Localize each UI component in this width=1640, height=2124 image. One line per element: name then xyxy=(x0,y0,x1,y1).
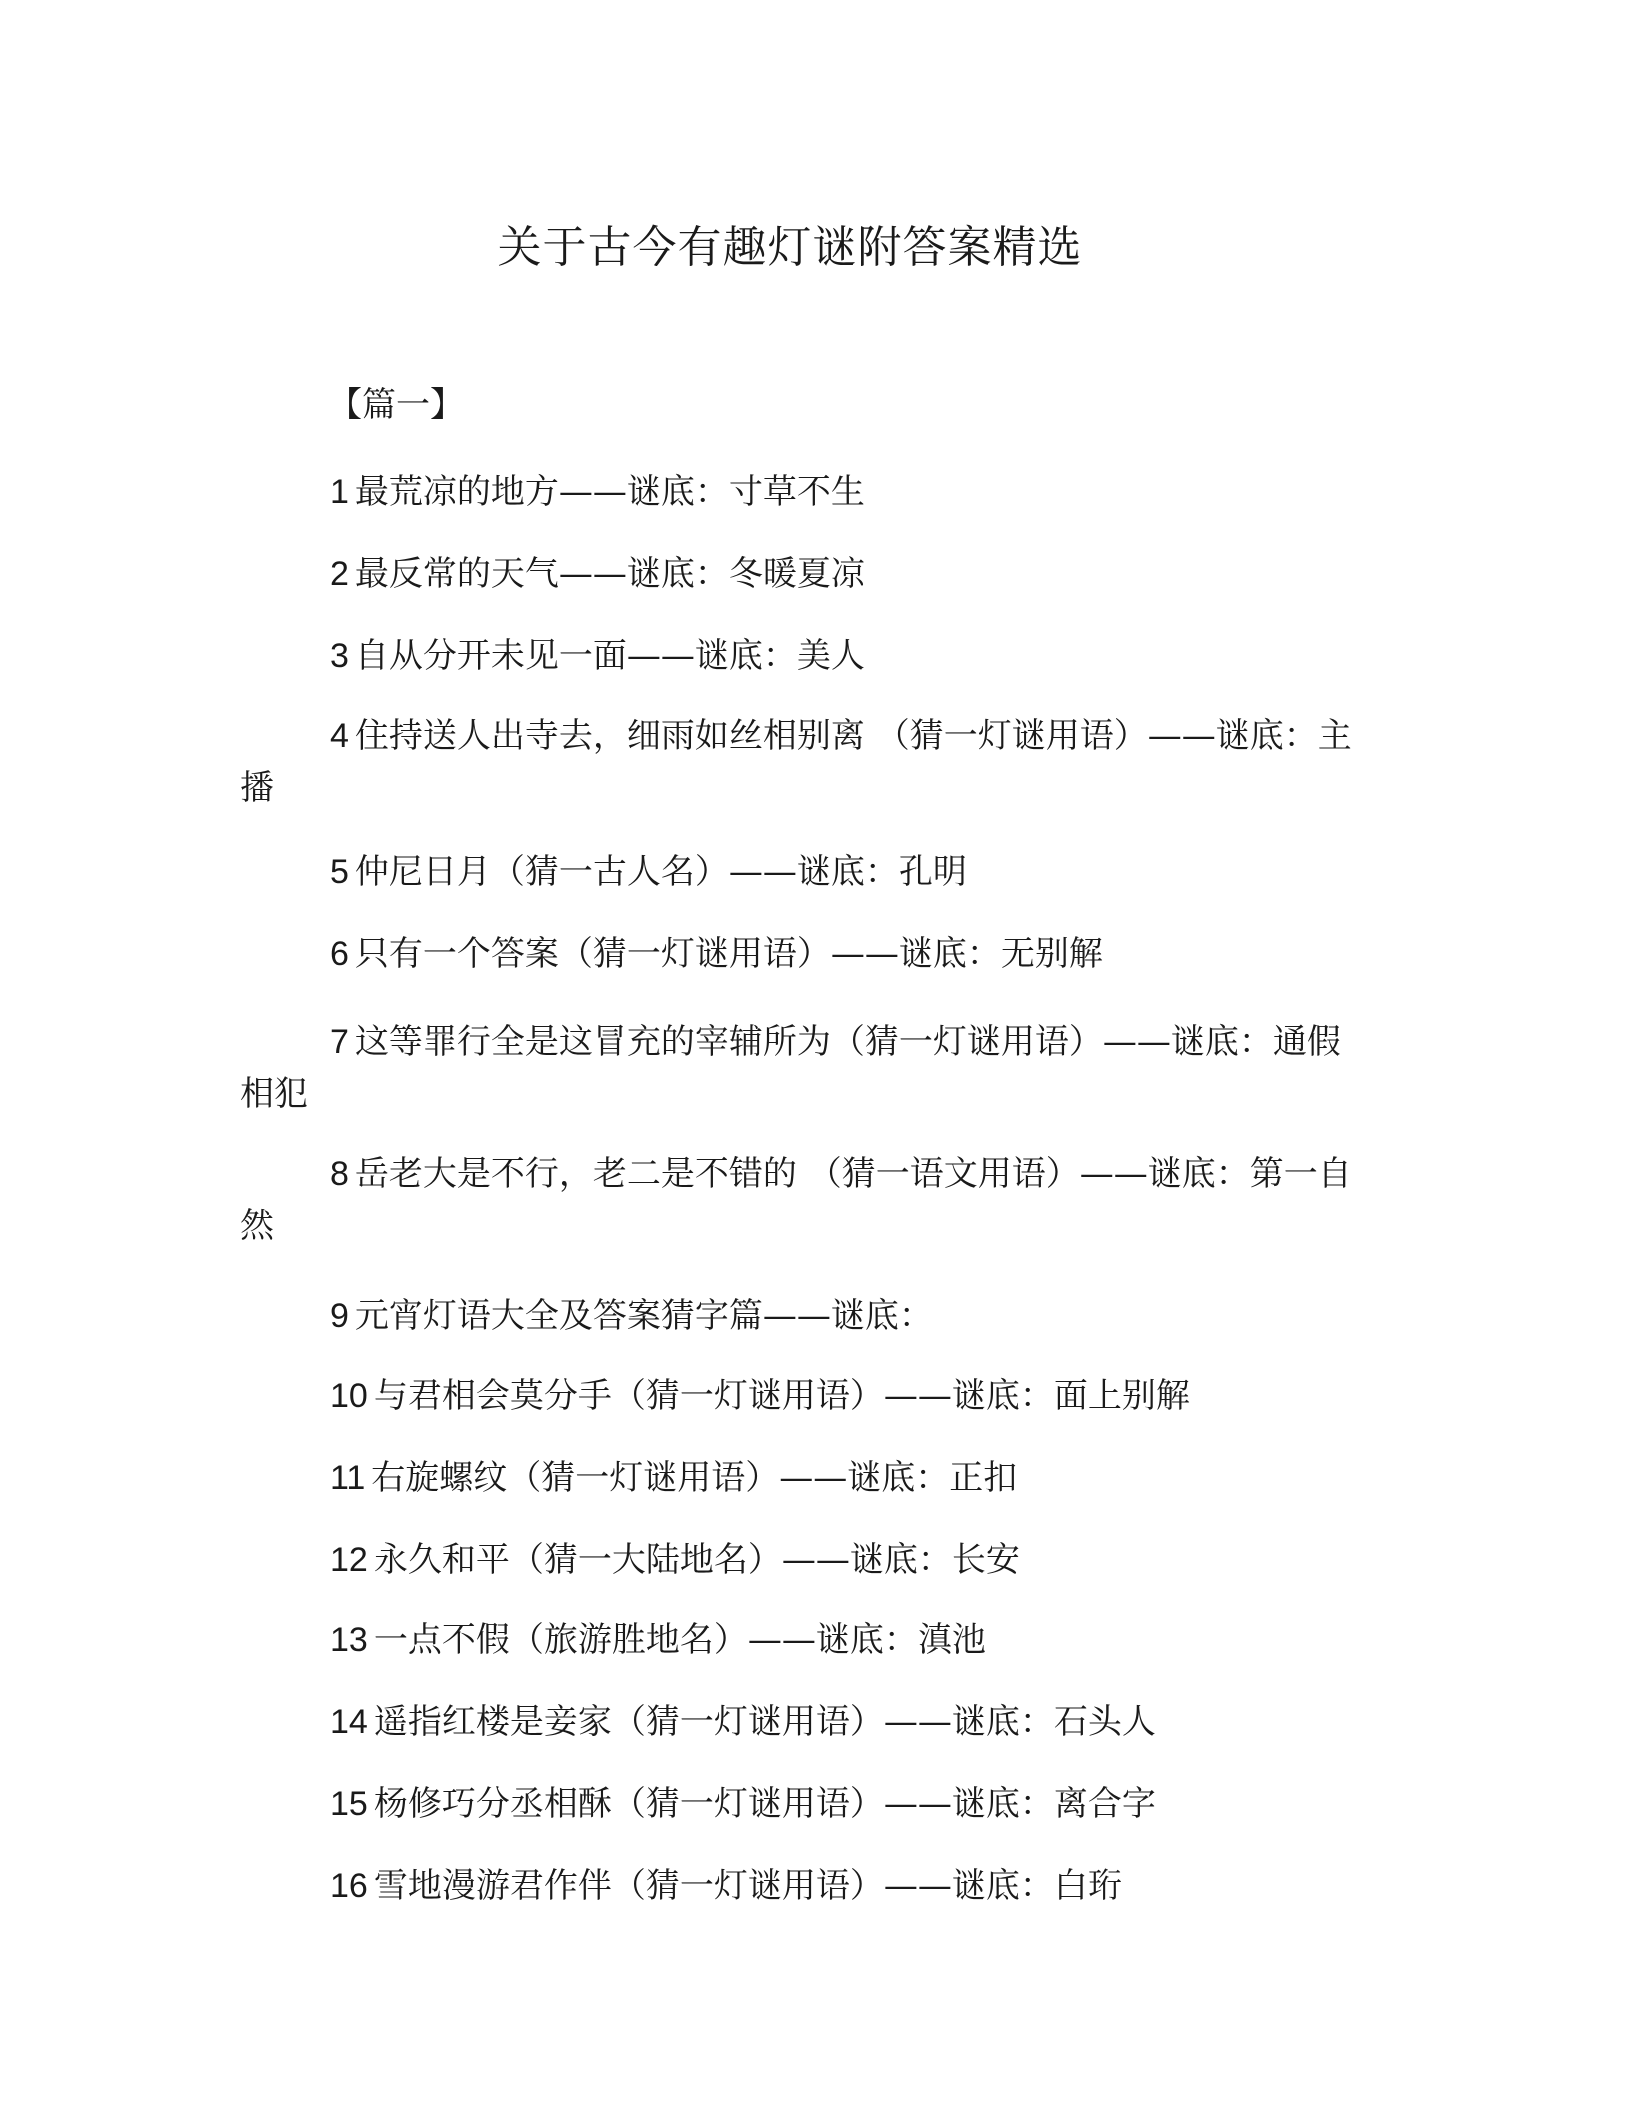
riddle-text: 这等罪行全是这冒充的宰辅所为（猜一灯谜用语）——谜底：通假相犯 xyxy=(240,1022,1341,1114)
riddle-item xyxy=(240,1534,1360,1586)
riddle-text: 一点不假（旅游胜地名）——谜底：滇池 xyxy=(373,1620,986,1660)
page-title: 关于古今有趣灯谜附答案精选 xyxy=(497,222,1083,273)
riddle-number: 4 xyxy=(330,717,349,755)
riddle-number: 14 xyxy=(330,1703,368,1741)
riddle-number: 2 xyxy=(330,555,349,593)
riddle-item xyxy=(240,928,1360,980)
riddle-number: 8 xyxy=(330,1155,349,1193)
riddle-item xyxy=(240,1290,1360,1342)
riddle-item xyxy=(240,1860,1360,1912)
riddle-number: 12 xyxy=(330,1541,368,1579)
riddle-item xyxy=(240,1016,1360,1120)
riddle-text: 永久和平（猜一大陆地名）——谜底：长安 xyxy=(373,1540,1020,1580)
riddle-item xyxy=(240,548,1360,600)
riddle-text: 最荒凉的地方——谜底：寸草不生 xyxy=(354,472,865,512)
riddle-item xyxy=(240,1778,1360,1830)
riddle-text: 自从分开未见一面——谜底：美人 xyxy=(354,636,865,676)
riddle-number: 3 xyxy=(330,637,349,675)
riddle-item xyxy=(240,630,1360,682)
riddle-number: 1 xyxy=(330,473,349,511)
riddle-item xyxy=(240,710,1360,814)
riddle-number: 6 xyxy=(330,935,349,973)
riddle-item xyxy=(240,1370,1360,1422)
riddle-number: 15 xyxy=(330,1785,368,1823)
riddle-text: 右旋螺纹（猜一灯谜用语）——谜底：正扣 xyxy=(371,1458,1018,1498)
riddle-item xyxy=(240,1452,1360,1504)
riddle-number: 11 xyxy=(330,1459,366,1497)
riddle-text: 与君相会莫分手（猜一灯谜用语）——谜底：面上别解 xyxy=(373,1376,1190,1416)
riddle-text: 雪地漫游君作伴（猜一灯谜用语）——谜底：白珩 xyxy=(373,1866,1122,1906)
riddle-number: 16 xyxy=(330,1867,368,1905)
riddle-text: 住持送人出寺去，细雨如丝相别离 （猜一灯谜用语）——谜底：主播 xyxy=(240,716,1352,808)
riddle-number: 9 xyxy=(330,1297,349,1335)
riddle-number: 5 xyxy=(330,853,349,891)
riddle-item xyxy=(240,1696,1360,1748)
riddle-text: 最反常的天气——谜底：冬暖夏凉 xyxy=(354,554,865,594)
riddle-text: 岳老大是不行，老二是不错的 （猜一语文用语）——谜底：第一自然 xyxy=(240,1154,1352,1246)
riddle-text: 杨修巧分丞相酥（猜一灯谜用语）——谜底：离合字 xyxy=(373,1784,1156,1824)
riddle-item xyxy=(240,1148,1360,1252)
riddle-item xyxy=(240,846,1360,898)
riddle-item xyxy=(240,1614,1360,1666)
riddle-text: 元宵灯语大全及答案猜字篇——谜底： xyxy=(354,1296,933,1336)
section-heading: 【篇一】 xyxy=(328,385,464,425)
riddle-number: 13 xyxy=(330,1621,368,1659)
riddle-text: 只有一个答案（猜一灯谜用语）——谜底：无别解 xyxy=(354,934,1103,974)
riddle-item xyxy=(240,466,1360,518)
riddle-text: 仲尼日月（猜一古人名）——谜底：孔明 xyxy=(354,852,967,892)
riddle-number: 10 xyxy=(330,1377,368,1415)
riddle-text: 遥指红楼是妾家（猜一灯谜用语）——谜底：石头人 xyxy=(373,1702,1156,1742)
riddle-number: 7 xyxy=(330,1023,349,1061)
